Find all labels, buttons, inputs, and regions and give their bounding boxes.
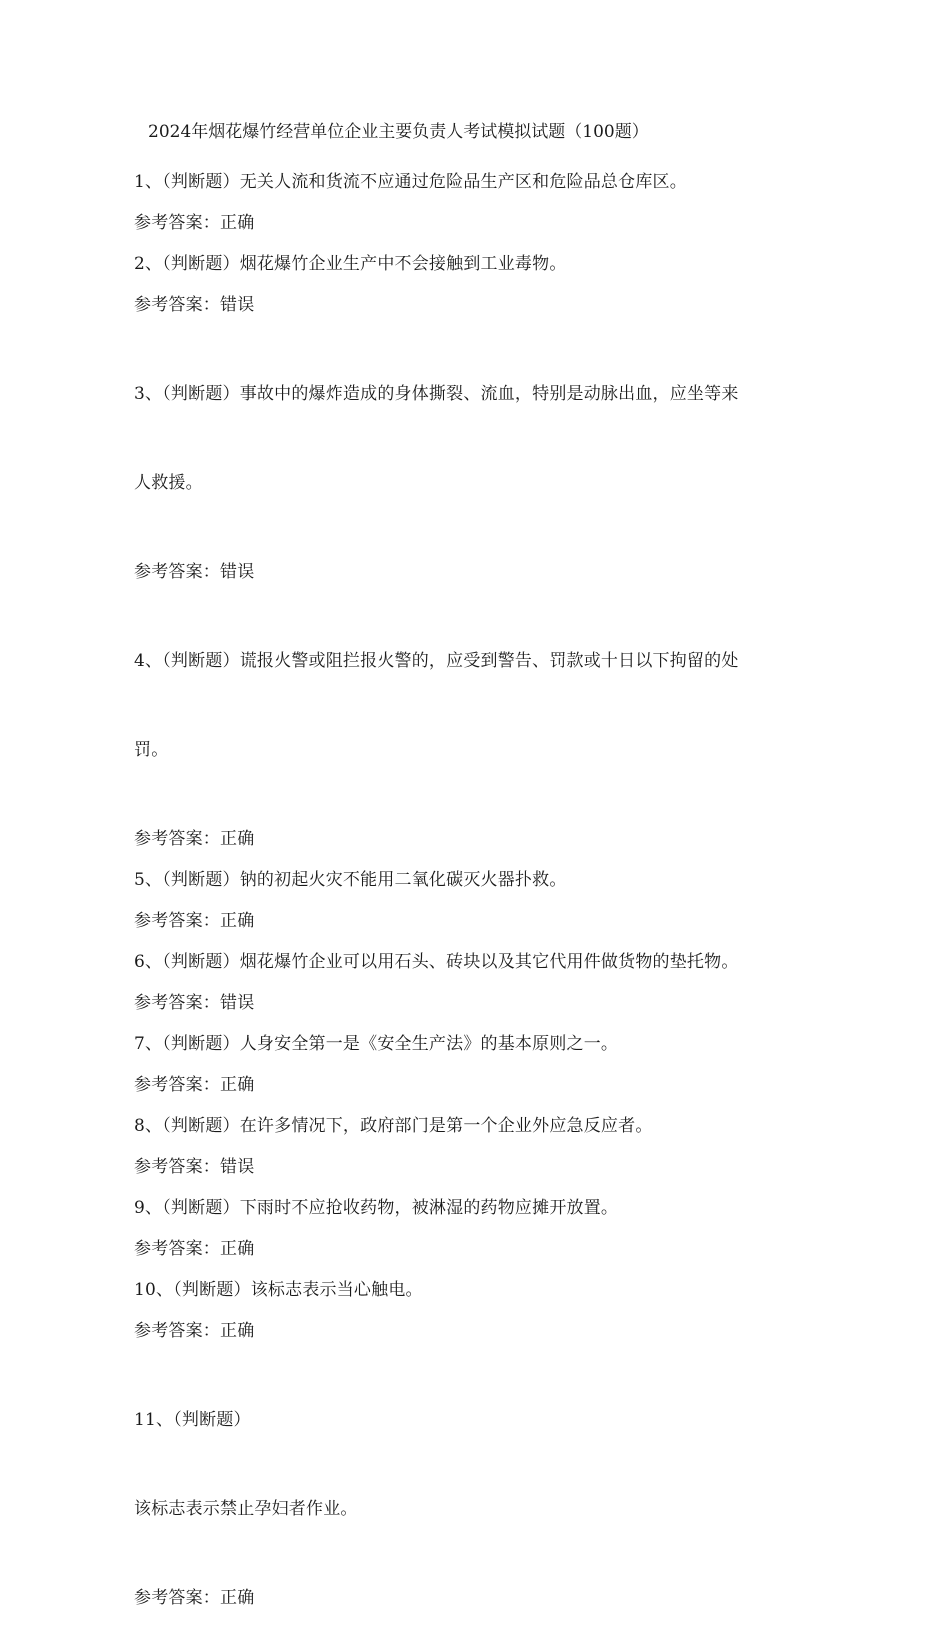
answer-9: 参考答案：正确	[134, 1239, 255, 1259]
question-4	[134, 601, 824, 810]
document-title: 2024年烟花爆竹经营单位企业主要负责人考试模拟试题（100题）	[148, 122, 649, 142]
question-4-line-1: 4、（判断题）谎报火警或阻拦报火警的，应受到警告、罚款或十日以下拘留的处	[134, 651, 739, 671]
answer-5: 参考答案：正确	[134, 911, 255, 931]
question-3-line-1: 3、（判断题）事故中的爆炸造成的身体撕裂、流血，特别是动脉出血，应坐等来	[134, 384, 739, 404]
answer-3: 参考答案：错误	[134, 562, 255, 582]
answer-10: 参考答案：正确	[134, 1321, 255, 1341]
question-5: 5、（判断题）钠的初起火灾不能用二氧化碳灭火器扑救。	[134, 870, 567, 890]
question-9: 9、（判断题）下雨时不应抢收药物，被淋湿的药物应摊开放置。	[134, 1198, 619, 1218]
answer-7: 参考答案：正确	[134, 1075, 255, 1095]
question-11	[134, 1360, 824, 1569]
answer-1: 参考答案：正确	[134, 213, 255, 233]
question-3	[134, 334, 824, 543]
answer-6: 参考答案：错误	[134, 993, 255, 1013]
question-list	[134, 170, 824, 1627]
answer-4: 参考答案：正确	[134, 829, 255, 849]
question-11-line-2: 该标志表示禁止孕妇者作业。	[134, 1499, 358, 1519]
question-6: 6、（判断题）烟花爆竹企业可以用石头、砖块以及其它代用件做货物的垫托物。	[134, 952, 739, 972]
answer-2: 参考答案：错误	[134, 295, 255, 315]
question-3-line-2: 人救援。	[134, 473, 203, 493]
question-7: 7、（判断题）人身安全第一是《安全生产法》的基本原则之一。	[134, 1034, 619, 1054]
question-4-line-2: 罚。	[134, 740, 169, 760]
question-8: 8、（判断题）在许多情况下，政府部门是第一个企业外应急反应者。	[134, 1116, 653, 1136]
question-11-line-1: 11、（判断题）	[134, 1410, 251, 1430]
answer-11: 参考答案：正确	[134, 1588, 255, 1608]
question-1: 1、（判断题）无关人流和货流不应通过危险品生产区和危险品总仓库区。	[134, 172, 687, 192]
question-10: 10、（判断题）该标志表示当心触电。	[134, 1280, 423, 1300]
answer-8: 参考答案：错误	[134, 1157, 255, 1177]
question-2: 2、（判断题）烟花爆竹企业生产中不会接触到工业毒物。	[134, 254, 567, 274]
